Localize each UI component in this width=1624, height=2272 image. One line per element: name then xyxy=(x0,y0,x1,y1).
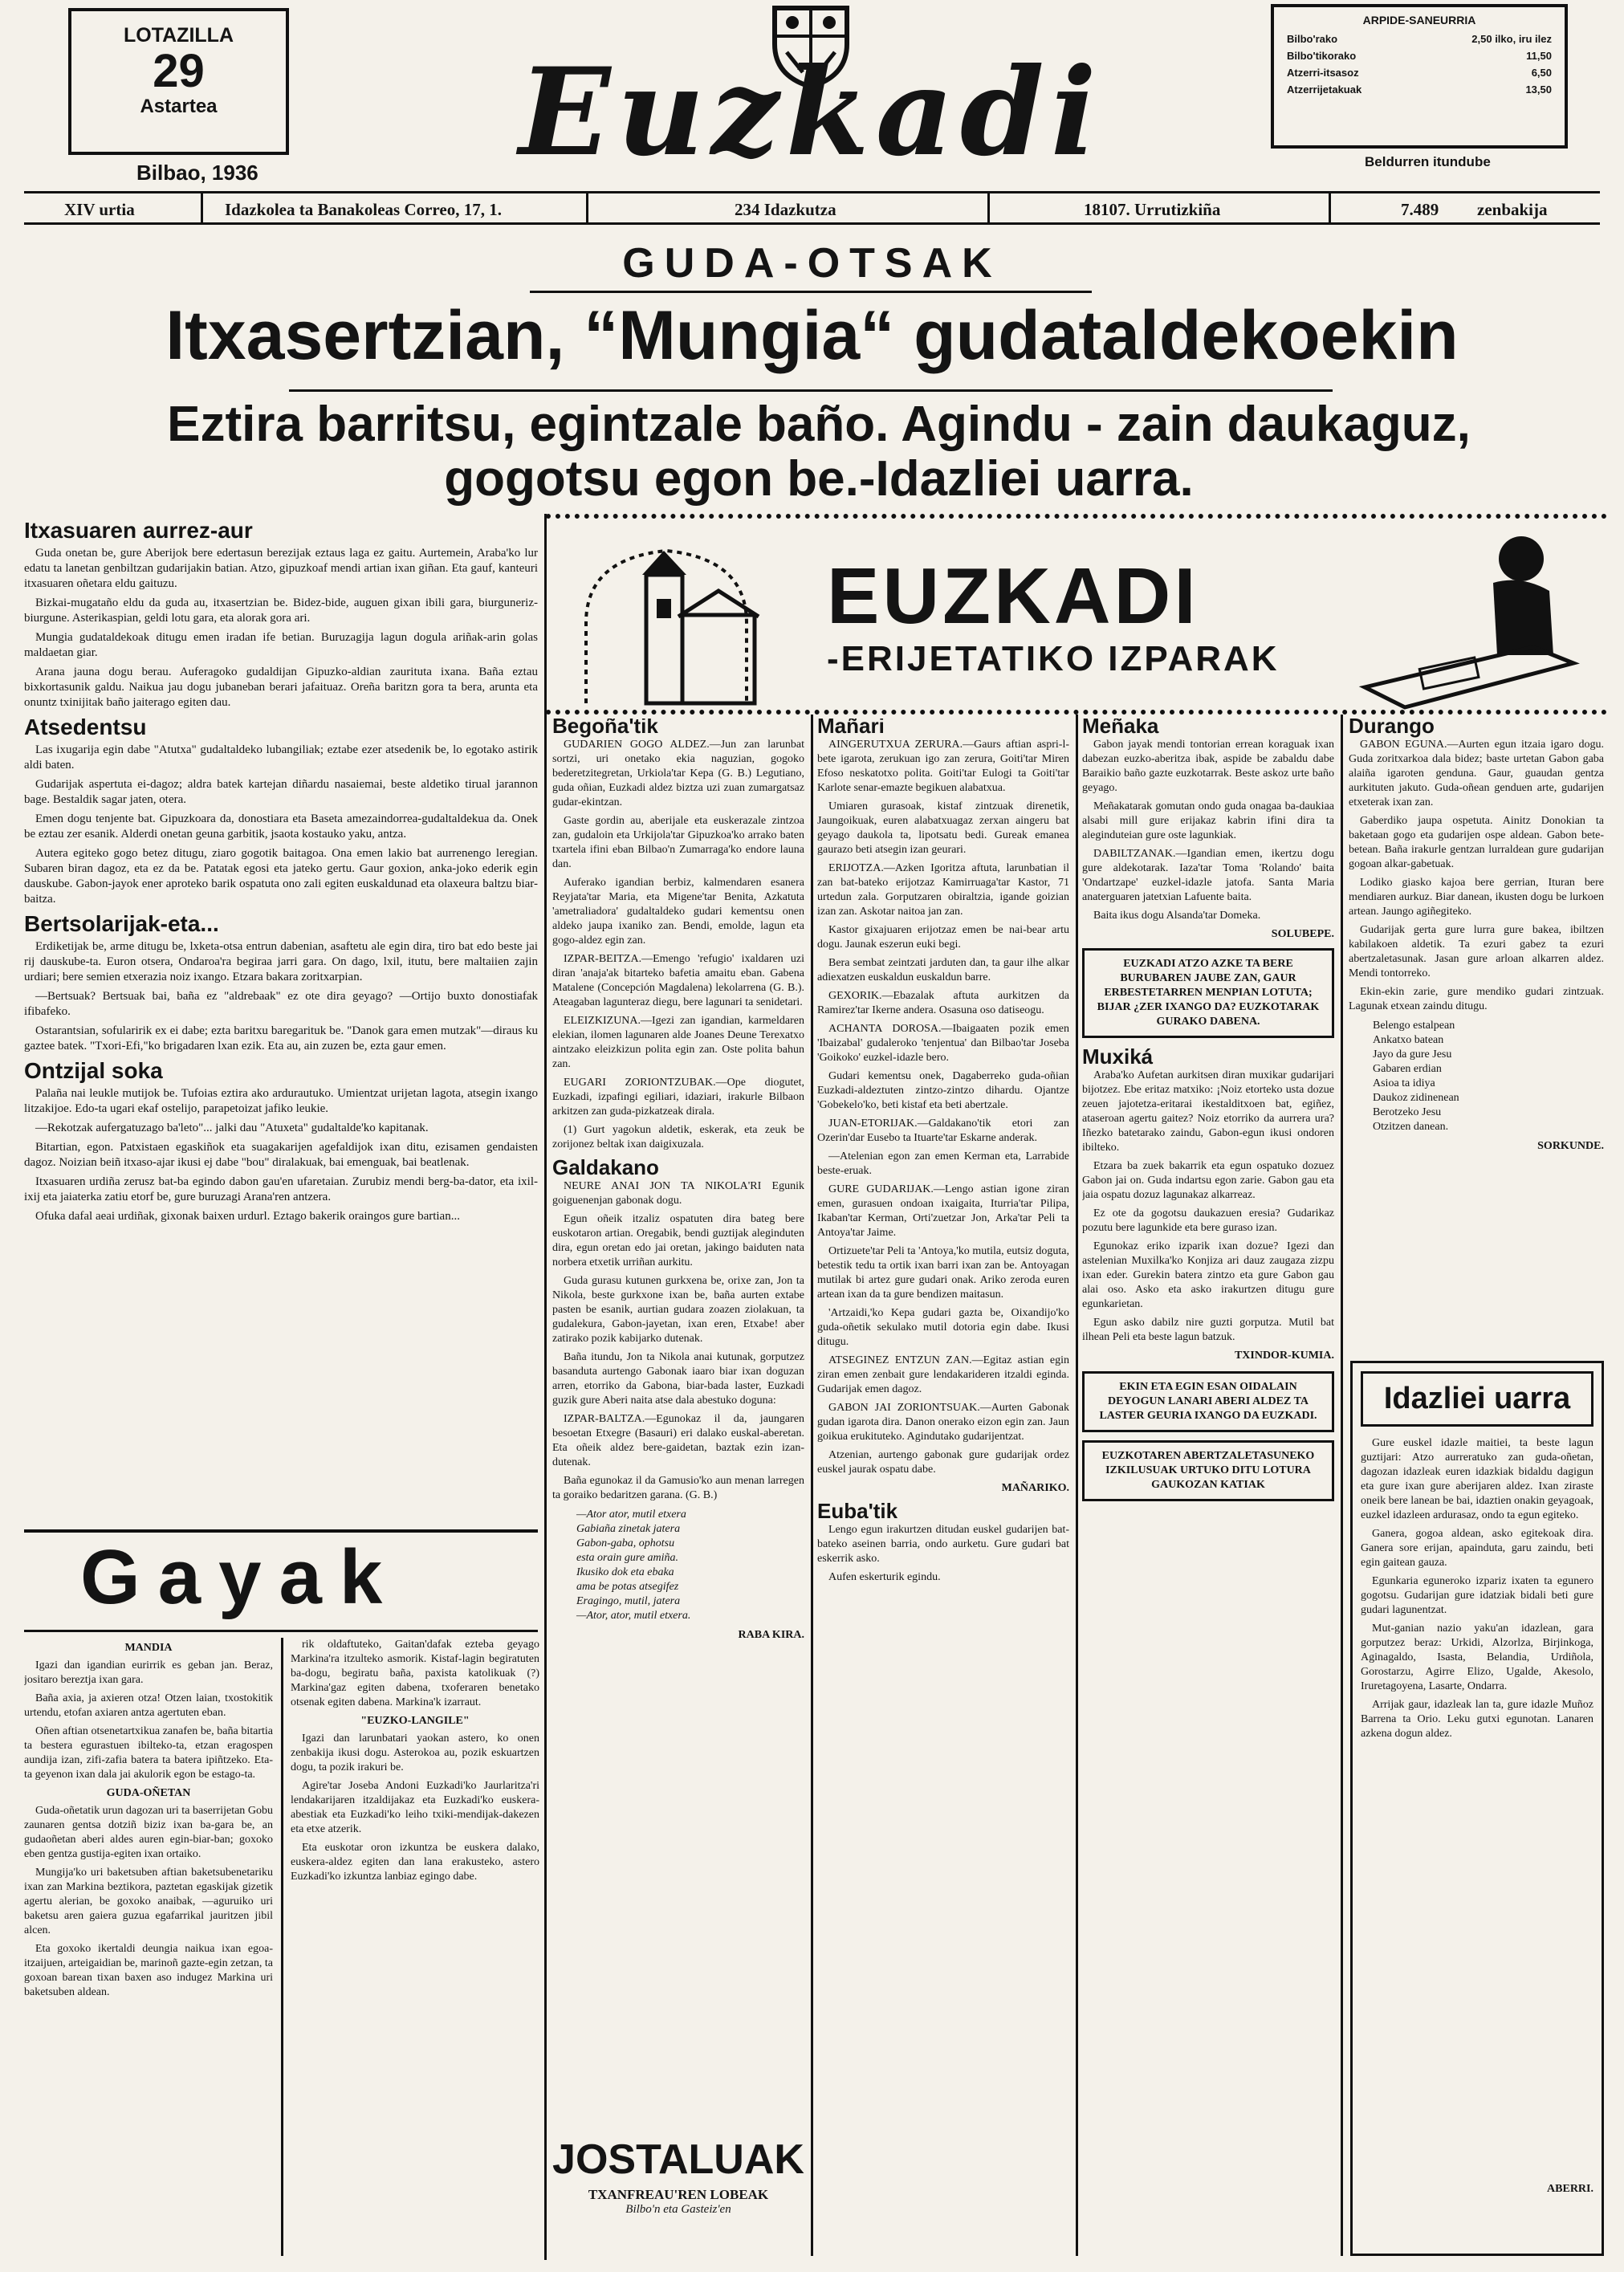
paragraph: Egun asko dabilz nire guzti gorputza. Mutil bat ilhean Peli eta beste lagun batzuk. xyxy=(1082,1317,1334,1343)
poem-line: Gabon-gaba, ophotsu xyxy=(576,1537,675,1549)
gayak-subheading: GUDA-OÑETAN xyxy=(106,1787,191,1799)
price-box xyxy=(1271,4,1568,149)
section-heading-ontzijal: Ontzijal soka xyxy=(24,1058,163,1083)
paragraph: Lodiko giasko kajoa bere gerrian, Ituran bere mendiaren aurkuz. Biar danean, ikusten dogu be lurkoen artean. Jaungo agiñegiteko. xyxy=(1349,877,1604,918)
section-heading-muxika: Muxiká xyxy=(1082,1044,1154,1069)
signature-begona: RABA KIRA. xyxy=(738,1629,804,1641)
paragraph: Eta goxoko ikertaldi deungia naikua ixan egoa-itzaijuen, arteigaidian be, marinoñ gazte-egin zetzan, ta goxoan barean tixan baxen aso indugez Markina uri baketsuben aldean. xyxy=(24,1943,273,1998)
paragraph: Ganera, gogoa aldean, asko egitekoak dira. Ganera sore erijan, apainduta, garu zaindu, beti egin gaitean gauza. xyxy=(1361,1528,1593,1569)
masthead-title xyxy=(450,0,1172,193)
paragraph: AINGERUTXUA ZERURA.—Gaurs aftian aspri-l-bete igarota, zerukuan igo zan zerura, Goiti'tar Miren Efoso neskatotxo polita. Goiti'tar Eulogi ta Goiti'tar Karlote senar-emazte begikuen alabatxua. xyxy=(817,739,1069,794)
writer-illustration-icon xyxy=(1349,527,1589,711)
price-box-heading: ARPIDE-SANEURRIA xyxy=(1362,14,1476,26)
paragraph: Atzenian, aurtengo gabonak gure gudarijak ordez euskel jaurak ospatu dabe. xyxy=(817,1449,1069,1476)
poem-line: Ankatxo batean xyxy=(1373,1034,1444,1046)
price-row-value: 11,50 xyxy=(1526,50,1552,62)
paragraph: JUAN-ETORIJAK.—Galdakano'tik etori zan Ozerin'dar Eusebo ta Ituarte'tar Eskarne anderak. xyxy=(817,1118,1069,1144)
section-heading-euba: Euba'tik xyxy=(817,1499,898,1523)
date-box xyxy=(68,8,289,155)
paragraph: Lengo egun irakurtzen ditudan euskel gudarijen bat-bateko aseinen barria, ondo aurketu. Gure gudari bat eskerrik asko. xyxy=(817,1524,1069,1565)
section-heading-itxasua: Itxasuaren aurrez-aur xyxy=(24,518,253,543)
ad-line1: TXANFREAU'REN LOBEAK xyxy=(588,2187,769,2202)
price-row-value: 13,50 xyxy=(1525,83,1552,96)
masthead-logo-text: Euzkadi xyxy=(519,42,1103,183)
paragraph: Baña itundu, Jon ta Nikola anai kutunak, gorputzez basanduta aurtengo Gabonak iaaro biar ixan doguzan arren, etorriko da Gabona, biar-bada laster, Euzkadi guzik gure Aberi naita atse dala abestuko doguna: xyxy=(552,1351,804,1407)
paragraph: —Rekotzak aufergatuzago ba'leto"... jalki dau "Atuxeta" gudaltalde'ko kapitanak. xyxy=(35,1122,429,1134)
paragraph: DABILTZANAK.—Igandian emen, ikertzu dogu gure aldekotarak. Iaza'tar Toma 'Rolando' baita 'Ondartzape' euzkel-idazle jatofa. Santa Maria anaterguaren jatetxian Lafuente baita. xyxy=(1082,848,1334,903)
price-rows xyxy=(1287,33,1552,96)
info-address: Idazkolea ta Banakoleas Correo, 17, 1. xyxy=(225,200,502,219)
paragraph: Gabon jayak mendi tontorian errean koraguak ixan dabezan euzko-aberitza ibak, aspide be zabaldu dabe Baraikio baño gazte euzkotarrak. Beste askoz urte baño geyago. xyxy=(1082,739,1334,794)
paragraph: Erdiketijak be, arme ditugu be, lxketa-otsa entrun dabenian, asaftetu ale egin dira, tiro bat edo beste jai rij dauskube-ta. Euron otsera, Ondaroa'ra begiraa jarri gara. On dago, lxil, itutu, bere maltaiien zajin urdiari; bere semien etxerazia noiz ixango. Etzara bakara zoritxarpian. xyxy=(24,940,538,983)
info-number: 7.489 xyxy=(1401,200,1439,219)
paragraph: IZPAR-BEITZA.—Emengo 'refugio' ixaldaren uzi diran 'anaja'ak bitarteko bafetia amaitu eban. Gabena Matalene (Concepción Magdalena) lekolarrena (G. B.). Ateagaban lagunteraz diegu, bere lagunari ta senidetari. xyxy=(552,953,804,1008)
paragraph: Araba'ko Aufetan aurkitsen diran muxikar gudarijari bijotzez. Ebe eritaz matxiko: ¡Noiz etorteko usta dozue zeuen jajotetza-eritarai ikestalditxoen bat, egiñez, ataseroan agertu gaitez? Noiz etorriko da aurrera ura? Iñezko batetarako zaindu, Gabon-egun ikusi ondoren ibilteko. xyxy=(1082,1069,1334,1154)
info-volume: XIV urtia xyxy=(64,200,135,219)
paragraph: (1) Gurt yagokun aldetik, eskerak, eta zeuk be zorijonez beltak ixan daigixuzala. xyxy=(552,1124,804,1150)
poem-line: esta orain gure amiña. xyxy=(576,1552,679,1564)
notice-euzkotaren: EUZKOTAREN ABERTZALETASUNEKO IZKILUSUAK URTUKO DITU LOTURA GAUKOZAN KATIAK xyxy=(1082,1440,1334,1501)
price-row-label: Atzerri-itsasoz xyxy=(1287,67,1359,79)
signature-manari: MAÑARIKO. xyxy=(1001,1482,1069,1494)
poem-line: Jayo da gure Jesu xyxy=(1373,1048,1452,1061)
poem-line: —Ator, ator, mutil etxera. xyxy=(576,1610,691,1622)
price-row xyxy=(1287,83,1552,96)
paragraph: Arana jauna dogu berau. Auferagoko gudaldijan Gipuzko-aldian zaurituta ixana. Baña eztau bixkortasunik galdu. Naikua jau dogu jubaneban berari jafaituaz. Oreña baritzn gora ta bera, arunta eta onuntz txinijitak baño jaiterago egiten dau. xyxy=(24,666,538,709)
section-heading-atsedentsu: Atsedentsu xyxy=(24,715,147,739)
headline-main: Itxasertzian, “Mungia“ gudataldekoekin xyxy=(165,297,1459,374)
paragraph: ELEIZKIZUNA.—Igezi zan igandian, karmeldaren elekian, ilomen lagunaren alde Joanes Deune Terexatxo aintzako eleizkizun polita egin zan. Oste polita bahun zan. xyxy=(552,1015,804,1070)
gayak-subheading: MANDIA xyxy=(124,1642,173,1654)
poem-line: Eragingo, mutil, jatera xyxy=(576,1595,681,1607)
paragraph: Emen dogu tenjente bat. Gipuzkoara da, donostiara eta Baseta amezaindorrea-gudaltaldekua da. Onek be eztau zer esanik. Alderdi onetan geuna garbitik, jsaota kostauko yaku, antza. xyxy=(24,812,538,841)
idazliei-uarra-box xyxy=(1350,1361,1604,2256)
idazliei-uarra-sign: ABERRI. xyxy=(1547,2183,1593,2195)
paragraph: Gaberdiko jaupa ospetuta. Ainitz Donokian ta baketaan gogo eta gudarijen ospe aldean. Gabon bete-betean. Baña irakurle gentzan lurraldean gure gudarijan gogoan alkar-gabetuak. xyxy=(1349,815,1604,870)
date-box-weekday: Astartea xyxy=(140,96,218,117)
notice-euzkadi-atzo: EUZKADI ATZO AZKE TA BERE BURUBAREN JAUBE ZAN, GAUR ERBESTETARREN MENPIAN LOTUTA; BIJAR ¿ZER IXANGO DA? EUZKOTARAK GURAKO DABENA. xyxy=(1082,948,1334,1038)
section-heading-begona: Begoña'tik xyxy=(552,719,658,738)
paragraph: Ostarantsian, sofularirik ex ei dabe; ezta baritxu baregarituk be. "Danok gara emen mutzak"—diraus ku gaztee batek. "Txori-Efi,"ko brigadaren lxan ezik. Eta au, ain zuzen be, ezta gaur emen. xyxy=(24,1024,538,1053)
paragraph: rik oldaftuteko, Gaitan'dafak ezteba geyago Markina'ra itzulteko asmorik. Kistaf-lagin begiratuten ba-dogu, begiratu baña, paxista katolikuak (?) Markina'gaz egiten dabena, txoferaren benetako otsenak egiten dabena. Markina'k izarraut. xyxy=(291,1639,539,1708)
paragraph: Gudari kementsu onek, Dagaberreko guda-oñian Euzkadi-aldeztuten zintzo-zintzo dihardu. Ojantze 'Gobekelo'ko, beti kistaf eta beti abertzale. xyxy=(817,1070,1069,1111)
section-heading-durango: Durango xyxy=(1349,719,1435,738)
paragraph: 'Artzaidi,'ko Kepa gudari gazta be, Oixandijo'ko guda-oñetik sekulako mutil dotoria egin dabe. Ikusi ditugu. xyxy=(817,1307,1069,1348)
paragraph: Guda gurasu kutunen gurkxena be, orixe zan, Jon ta Nikola, beste gurkxone ixan be, baña aurten extabe pasten be esanik, aurtian gudara zoazen ziolakuan, ta gudalekura, Gabon-jayetan, ixan eren, Etxabe! aber zatirako pozik kabijarko dutenak. xyxy=(552,1275,804,1345)
info-number-label: zenbakija xyxy=(1477,200,1548,219)
paragraph: Baña axia, ja axieren otza! Otzen laian, txostokitik urtendu, etofan axiaren antza agertuten eban. xyxy=(24,1692,273,1719)
paragraph: Las ixugarija egin dabe "Atutxa" gudaltaldeko lubangiliak; eztabe ezer atsedenik be, lo egotako astirik aldi baten. xyxy=(24,743,538,772)
price-row xyxy=(1287,67,1552,79)
price-box-footer: Beldurren itundube xyxy=(1365,154,1491,169)
price-row xyxy=(1287,33,1552,45)
poem-line: —Ator ator, mutil etxera xyxy=(576,1509,686,1521)
paragraph: Meñakatarak gomutan ondo guda onagaa ba-daukiaa alsabi mill gure erijakaz kabrin ifini dira ta aleginduteian gure oste lagunkiak. xyxy=(1082,800,1334,841)
paragraph: Agire'tar Joseba Andoni Euzkadi'ko Jaurlaritza'ri lendakarijaren itzaldijakaz eta Euzkadi'ko euskera-abestiak eta Euzkadi'ko leiho txiki-mendijak-dakezen eta etxe atzerik. xyxy=(291,1780,539,1835)
headline-kicker: GUDA-OTSAK xyxy=(622,240,1002,287)
paragraph: Gure euskel idazle maitiei, ta beste lagun guztijari: Atzo aurreratuko zan guda-oñetan, dagozan idazleak euren idazkiak bidaldu dagigun eta gure ixan gure aberijaren aldez. Ixan ziraste oneik bere lanean be bai, idaztien onakin geyagoak, euzkel idazleen ardurasaz, ondo ta egun egiteko. xyxy=(1361,1437,1593,1521)
signature-muxika: TXINDOR-KUMIA. xyxy=(1234,1350,1334,1362)
ad-title: JOSTALUAK xyxy=(552,2136,804,2183)
left-column xyxy=(24,514,538,1529)
paragraph: Bizkai-mugataño eldu da guda au, itxasertzian be. Bidez-bide, auguen gixan ibili gara, biurguneriz-biurgune. Asterikaspian, geldi lotu gara, eta alorak gora ari. xyxy=(24,597,538,625)
poem-line: Otzitzen danean. xyxy=(1373,1121,1449,1133)
gayak-column-1 xyxy=(24,1638,273,2260)
paragraph: EUGARI ZORIONTZUBAK.—Ope diogutet, Euzkadi, izpafingi egiliari, idaziari, irakurle Bilbaon arkitzen zan guda-pizkatzeak dirala. xyxy=(552,1077,804,1118)
paragraph: —Atelenian egon zan emen Kerman eta, Larrabide beste-eruak. xyxy=(817,1150,1069,1177)
section-heading-galdakano: Galdakano xyxy=(552,1155,659,1179)
info-phone: 18107. Urrutizkiña xyxy=(1084,200,1221,219)
poem-line: ama be potas atsegifez xyxy=(576,1581,679,1593)
paragraph: Gudarijak gerta gure lurra gure bakea, ibiltzen kabilakoen aldetik. Ta ezuri gabez ta ezuri abertzaletasunak. Jasan gure arloan alkarren aldez. Mendi tontorreko. xyxy=(1349,924,1604,979)
euzkadi-banner xyxy=(546,514,1607,715)
paragraph: Ekin-ekin zarie, gure mendiko gudari zintzuak. Lagunak etxean zaindu ditugu. xyxy=(1349,986,1604,1012)
gayak-column-2 xyxy=(291,1638,539,2260)
paragraph: Oñen aftian otsenetartxikua zanafen be, baña bitartia ta bestera egurastuen ibilteko-ta, etzan eragospen aundija izan, zifi-zafia batera ta batera ipiñtzeko. Eta-ta geyenon ixan dala jai akulorik egon be estago-ta. xyxy=(24,1725,273,1781)
gayak-title: Gayak xyxy=(80,1534,401,1620)
poem-line: Gabiaña zinetak jatera xyxy=(576,1523,681,1535)
section-heading-bertsolarijak: Bertsolarijak-eta... xyxy=(24,911,219,936)
idazliei-uarra-title: Idazliei uarra xyxy=(1361,1371,1593,1427)
gayak-subheading: "EUZKO-LANGILE" xyxy=(360,1715,470,1727)
paragraph: Baita ikus dogu Alsanda'tar Domeka. xyxy=(1093,910,1261,922)
paragraph: ATSEGINEZ ENTZUN ZAN.—Egitaz astian egin ziran emen zenbait gure lendakarideren itzaldi eginda. Gudarijak emen dagoz. xyxy=(817,1354,1069,1395)
paragraph: GABON EGUNA.—Aurten egun itzaia igaro dogu. Guda zoritxarkoa dala bidez; baste urtetan Gabon gaba alaiña igaroten genduna. Gaur, guaudan gentza aurkituten jakuto. Guda-oñean genduen arte, gudarijen etxeterak ixan zan. xyxy=(1349,739,1604,808)
price-row-label: Bilbo'rako xyxy=(1287,33,1338,45)
paragraph: Ofuka dafal aeai urdiñak, gixonak baixen urdurl. Eztago bakerik oraingos gure bartian... xyxy=(35,1210,460,1223)
paragraph: Mungija'ko uri baketsuben aftian baketsubenetariku ixan zan Markina beztikora, paztetan egaskijak gizetik agertu alerian, be goxoko anaibak, —aguruiko uri baketsu aren gaiera guzua egafarrikal jauritzen jibil alcen. xyxy=(24,1867,273,1936)
paragraph: Bera sembat zeintzati jarduten dan, ta gaur ilhe alkar adiexatzen euskaldun euskaldun barre. xyxy=(817,957,1069,983)
paragraph: Ez ote da gogotsu daukazuen eresia? Gudarikaz pozutu bere lagunkide eta bere guraso izan. xyxy=(1082,1207,1334,1234)
poem-line: Gabaren erdian xyxy=(1373,1063,1442,1075)
paragraph: GEXORIK.—Ebazalak aftuta aurkitzen da Ramirez'tar Ikerne andera. Osasuna oso datiseogu. xyxy=(817,990,1069,1016)
paragraph: Mut-ganian nazio yaku'an idazlean, gara gorputzez beraz: Urkidi, Alzorlza, Birjinkoga, Aginagaldo, Isasta, Belandia, Urdiñola, Gorostarzu, Agirre Elizo, Ugalde, Akesolo, Iruretagoyena, Lasarte, Ondarra. xyxy=(1361,1623,1593,1692)
paragraph: Autera egiteko gogo betez ditugu, ziaro gogotik baitagoa. Ona emen lakio bat aurrenengo leregian. Subaren biran dagoz, eta ez da be. Patatak egosi eta jateko gertu. Gaur goxion, anka-joko ederik egin dauskube. Gabon-jayok ener aproteko barik ospatuta ono zali egiten euskaldunad eta olaxeura baltzu biar-baitza. xyxy=(24,847,538,906)
church-illustration-icon xyxy=(562,527,771,711)
paragraph: Umiaren gurasoak, kistaf zintzuak direnetik, Jaungoikuak, euren alabatxuagaz zerxan aingeru bat geyago daukola ta, lipotsatu bedi. Gureak emanea gaurazo beti atsegin izan geurari. xyxy=(817,800,1069,856)
headline-sub: Eztira barritsu, egintzale baño. Agindu - zain daukaguz, gogotsu egon be.-Idazliei uarra. xyxy=(167,397,1471,507)
date-box-day: 29 xyxy=(153,45,205,97)
paragraph: Eta euskotar oron izkuntza be euskera dalako, euskera-aldez egiten dan lana erakusteko, astero Euzkadi'ko izkuntza lanbiaz egingo dabe. xyxy=(291,1842,539,1883)
paragraph: Gudarijak aspertuta ei-dagoz; aldra batek kartejan diñardu nasaiemai, beste aldetiko tirual jarannon bage. Bestaldik sagar jaten, otera. xyxy=(24,778,538,806)
idazliei-uarra-text xyxy=(1361,1436,1593,2183)
paragraph: Egunokaz eriko izparik ixan dozue? Igezi dan astelenian Muxilka'ko Konjiza ari dauz zaugaza zizpu ixan eder. Gurekin batera zintzo eta gure Gabon gau alai oso. Asko eta asko irakurtzen ditugu gure egunkarietan. xyxy=(1082,1240,1334,1310)
paragraph: Etzara ba zuek bakarrik eta egun ospatuko dozuez Gabon jai on. Guda indartsu egon zarie. Gabon gau eta jaia ospatu dozuz lagunakaz alkarreaz. xyxy=(1082,1160,1334,1201)
signature-menaka: SOLUBEPE. xyxy=(1271,928,1334,940)
poem-line: Daukoz zidinenean xyxy=(1373,1092,1459,1104)
column-durango xyxy=(1349,719,1604,1353)
poem-line: Berotzeko Jesu xyxy=(1373,1106,1442,1118)
banner-subtitle: -ERIJETATIKO IZPARAK xyxy=(827,639,1280,678)
paragraph: Gaste gordin au, aberijale eta euskerazale zintzoa zan, gudaloin eta Urkijola'tar Gipuzkoa'ko arrako baten txartela ifini eban Bilbao'n Zumarraga'ko endore launa dan. xyxy=(552,815,804,870)
paragraph: Bitartian, egon. Patxistaen egaskiñok eta suagakarijen agefaldijok ixan ditu, ezisamen gendaisten dagoz. Noizian beiñ itxaso-ajar ikusi ej dabe "bou" diralakuak, bai emenguak, bai beatlenak. xyxy=(24,1141,538,1169)
poem-line: Asioa ta idiya xyxy=(1373,1077,1435,1089)
paragraph: Guda onetan be, gure Aberijok bere edertasun berezijak eztaus laga ez gaitu. Aurtemein, Araba'ko lur edatu ta lanetan genbiltzan gudarijakin batian. Atzo, gipuzkoaf mendi artian ixan giñan. Eta gauf, kanteuri itxasuaren oñetara eldu gaituzu. xyxy=(24,547,538,590)
paragraph: —Bertsuak? Bertsuak bai, baña ez "aldrebaak" ez ote dira geyago? —Ortijo buxto donostiafak ifibafeko. xyxy=(24,990,538,1018)
poem-line: Ikusiko dok eta ebaka xyxy=(576,1566,674,1578)
info-bar xyxy=(24,191,1600,225)
poem-line: Belengo estalpean xyxy=(1373,1020,1455,1032)
paragraph: Arrijak gaur, idazleak lan ta, gure idazle Muñoz Barrena ta Orio. Leku gutxi egunotan. Lanaren azkena dogun aldez. xyxy=(1361,1699,1593,1740)
paragraph: GABON JAI ZORIONTSUAK.—Aurten Gabonak gudan igarota dira. Danon onerako eizon egin zan. Jaun goikua erukituteko. Agindutako gudarijentzat. xyxy=(817,1402,1069,1443)
paragraph: Baña egunokaz il da Gamusio'ko aun menan larregen ta goraiko bedaritzen garana. (G. B.) xyxy=(552,1475,804,1501)
paragraph: Mungia gudataldekoak ditugu emen iradan ife betian. Buruzagija lagun dogula ariñak-arin golas maldaetan giar. xyxy=(24,631,538,659)
place-year: Bilbao, 1936 xyxy=(136,161,258,185)
price-row-label: Bilbo'tikorako xyxy=(1287,50,1357,62)
price-row xyxy=(1287,50,1552,62)
paragraph: GUDARIEN GOGO ALDEZ.—Jun zan larunbat sortzi, uri onetako ekia naguzian, gogoko bederetzitegretan, Urkiola'tar Kepa (G. B.) Legutiano, guda oñian, Euzkadi aldez biztza uzi zuan zumargatsaz gudar-ekintzan. xyxy=(552,739,804,808)
notice-ekin-eta-egin: EKIN ETA EGIN ESAN OIDALAIN DEYOGUN LANARI ABERI ALDEZ TA LASTER GEURIA IXANGO DA EUZKADI. xyxy=(1082,1371,1334,1432)
paragraph: Guda-oñetatik urun dagozan uri ta baserrijetan Gobu zaunaren gentsa dotziñ biziz ixan ba-gara be, an gudaoñetan aberi aldes auren egin-biar-ban; goxoko eben gentza gustija-egiten ixan ortaiko. xyxy=(24,1805,273,1860)
price-row-label: Atzerrijetakuak xyxy=(1287,83,1362,96)
paragraph: ACHANTA DOROSA.—Ibaigaaten pozik emen 'Ibaizabal' gudaleroko 'tenjentua' dan Bilbao'tar Joseba 'Goikoko' euzkel-idazle bero. xyxy=(817,1023,1069,1064)
paragraph: Egun oñeik itzaliz ospatuten dira bateg bere euskotaron artian. Oregabik, bendi guztijak aleginduten dira, egun oretan edo jai oretan, jakingo baiduten nata norbera etxetik urriñan aurkitu. xyxy=(552,1213,804,1268)
paragraph: Kastor gixajuaren erijotzaz emen be nai-bear artu dogu. Jaunak eszerun euki begi. xyxy=(817,924,1069,951)
section-heading-manari: Mañari xyxy=(817,719,885,738)
banner-title: EUZKADI xyxy=(827,552,1199,640)
paragraph: Auferako igandian berbiz, kalmendaren esanera Reyjata'tar Maria, eta Migene'tar Benita, Azkatuta 'ametraliadora' gudaltaldeko gudari kementsu onen aldeko jaupa ixaniko zan. Bendi, emolde, lagun eta gogo-aldez egin zan. xyxy=(552,877,804,947)
paragraph: Palaña nai leukle mutijok be. Tufoias eztira ako ardurautuko. Umientzat urijetan lagota, atsegin ixango litzakijoe. Edo-ta ugari ekaf ostelijo, parapetoizat jafiko leukie. xyxy=(24,1087,538,1115)
paragraph: NEURE ANAI JON TA NIKOLA'RI Egunik goiguenenjan gabonak dogu. xyxy=(552,1180,804,1207)
price-row-value: 2,50 ilko, iru ilez xyxy=(1471,33,1552,45)
paragraph: Ortizuete'tar Peli ta 'Antoya,'ko mutila, eutsiz doguta, betestik tedu ta ortik ixan barri ixan zan be. Antoyagan mutilak bi artez gure gudari onak. Ariko zeroda euren artean ixan da ta gure bendizen maitasun. xyxy=(817,1245,1069,1301)
jostaluak-ad xyxy=(552,2111,804,2260)
column-begona xyxy=(552,719,804,2103)
column-menaka xyxy=(1082,719,1334,2256)
signature-durango: SORKUNDE. xyxy=(1537,1140,1604,1152)
paragraph: Igazi dan igandian eurirrik es geban jan. Beraz, jositaro bereztja ixan gara. xyxy=(24,1659,273,1686)
paragraph: Igazi dan larunbatari yaokan astero, ko onen zenbakija ikusi dogu. Asterokoa au, pozik eskuartzen dogu, ta pozik irakuri be. xyxy=(291,1733,539,1773)
price-row-value: 6,50 xyxy=(1531,67,1552,79)
date-box-label: LOTAZILLA xyxy=(124,24,234,47)
section-heading-menaka: Meñaka xyxy=(1082,719,1159,738)
paragraph: ERIJOTZA.—Azken Igoritza aftuta, larunbatian il zan bat-bateko erijotzaz Kamirruaga'tar Kastor, 71 urtedun zala. Gorputzaren obiraltzia, igande goizian izan zan. Askotar naitoa jan zan. xyxy=(817,862,1069,918)
paragraph: Itxasuaren urdiña zerusz bat-ba egindo dabon gau'en ufaretaian. Zurubiz mendi berg-ba-dator, eta ixil-ixij eta jaiaterka zatiu etorf be, gure buruzagi Arana'ren antzera. xyxy=(24,1175,538,1203)
paragraph: IZPAR-BALTZA.—Egunokaz il da, jaungaren besoetan Etxegre (Basauri) eri dalako euskal-aberetan. Eta oñeik aldez bere-gaidetan, baztak ezin izan-dutenak. xyxy=(552,1413,804,1468)
paragraph: Egunkaria eguneroko izpariz ixaten ta egunero gogotsu. Gudarijan gure idatziak bidali beti gure gudari lagunentzat. xyxy=(1361,1575,1593,1616)
paragraph: GURE GUDARIJAK.—Lengo astian igone ziran emen, gurasuen ondoan ixaigaita, Iturria'tar Pilipa, Ikaban'tar Kerman, Orti'zuetzar Jon, Arka'tar Peli ta Antoya'tar Jaime. xyxy=(817,1183,1069,1239)
column-manari xyxy=(817,719,1069,2256)
ad-line2: Bilbo'n eta Gasteiz'en xyxy=(625,2203,731,2216)
paragraph: Aufen eskerturik egindu. xyxy=(828,1571,941,1583)
info-idazkutza: 234 Idazkutza xyxy=(735,200,836,219)
